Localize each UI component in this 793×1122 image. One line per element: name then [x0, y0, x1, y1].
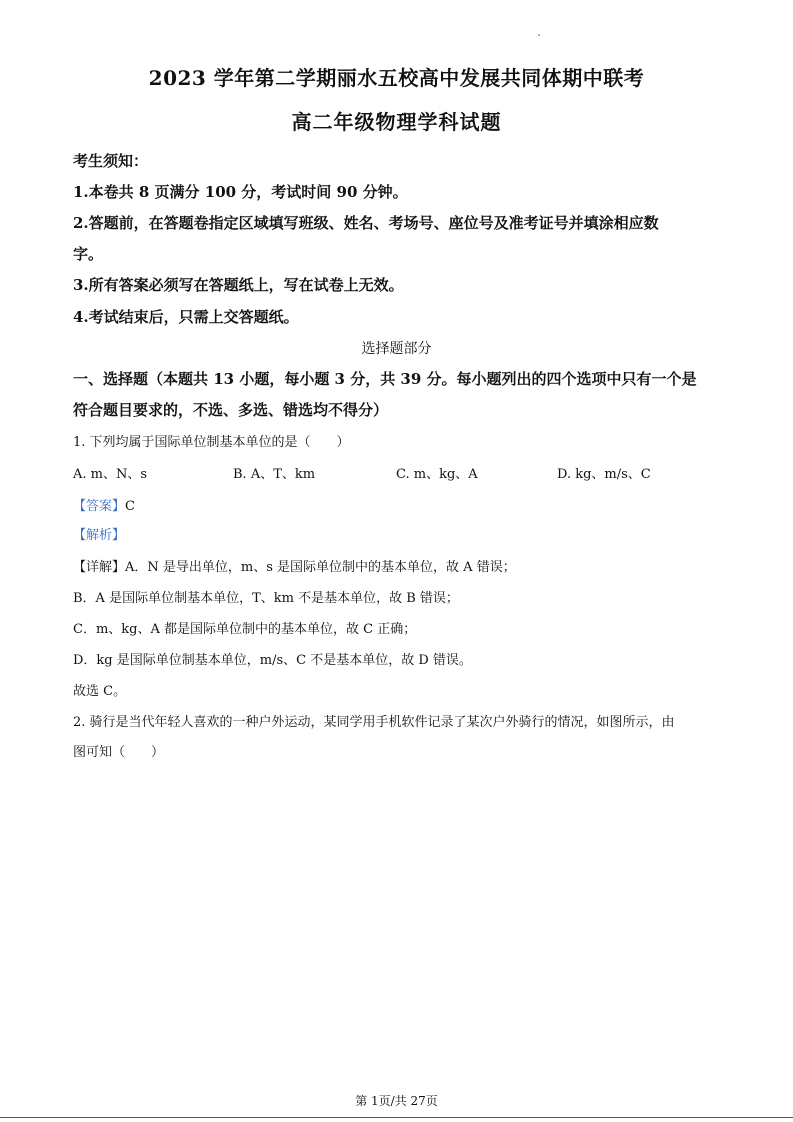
page-number: 第 1页/共 27页: [355, 1094, 438, 1108]
question-1-option-b: B. A、T、km: [233, 467, 316, 482]
question-1-detail-d: D．kg 是国际单位制基本单位，m/s、C 不是基本单位，故 D 错误。: [73, 653, 472, 668]
question-1-stem: 1. 下列均属于国际单位制基本单位的是（ ）: [73, 435, 350, 450]
section-intro-line2: 符合题目要求的，不选、多选、错选均不得分）: [73, 401, 389, 419]
exam-subtitle: 高二年级物理学科试题: [291, 110, 502, 134]
section-title: 选择题部分: [361, 341, 432, 357]
section-intro-line1: 一、选择题（本题共 13 小题，每小题 3 分，共 39 分。每小题列出的四个选项中只有一个是: [73, 370, 697, 388]
question-1-answer: [73, 495, 733, 514]
question-2-stem-line1: 2. 骑行是当代年轻人喜欢的一种户外运动，某同学用手机软件记录了某次户外骑行的情况，如图所示，由: [73, 715, 675, 730]
question-1-detail-a: [73, 556, 733, 575]
notice-item-2-line1: 2.答题前，在答题卷指定区域填写班级、姓名、考场号、座位号及准考证号并填涂相应数: [73, 214, 659, 232]
question-1-detail-c: C．m、kg、A 都是国际单位制中的基本单位，故 C 正确；: [73, 622, 417, 637]
question-1-option-d: D. kg、m/s、C: [557, 467, 651, 482]
answer-value: C: [125, 499, 135, 514]
question-1-option-c: C. m、kg、A: [396, 467, 478, 482]
detail-a-text: A．N 是导出单位，m、s 是国际单位制中的基本单位，故 A 错误；: [125, 560, 516, 575]
notice-heading: 考生须知：: [73, 152, 149, 170]
question-1-detail-b: B．A 是国际单位制基本单位，T、km 不是基本单位，故 B 错误；: [73, 591, 459, 606]
question-1-conclusion: 故选 C。: [73, 684, 127, 699]
notice-item-4: 4.考试结束后，只需上交答题纸。: [73, 308, 299, 326]
answer-label: 【答案】: [73, 499, 126, 514]
notice-item-2-line2: 字。: [73, 245, 104, 263]
detail-label: 【详解】: [73, 560, 126, 575]
exam-title: 2023 学年第二学期丽水五校高中发展共同体期中联考: [148, 66, 645, 90]
notice-item-1: 1.本卷共 8 页满分 100 分，考试时间 90 分钟。: [73, 183, 408, 201]
scan-speck: [538, 34, 540, 36]
notice-item-3: 3.所有答案必须写在答题纸上，写在试卷上无效。: [73, 276, 404, 294]
analysis-label: 【解析】: [73, 528, 126, 543]
question-1-option-a: A. m、N、s: [73, 467, 148, 482]
question-2-stem-line2: 图可知（ ）: [73, 745, 165, 760]
bottom-rule: [0, 1117, 793, 1118]
